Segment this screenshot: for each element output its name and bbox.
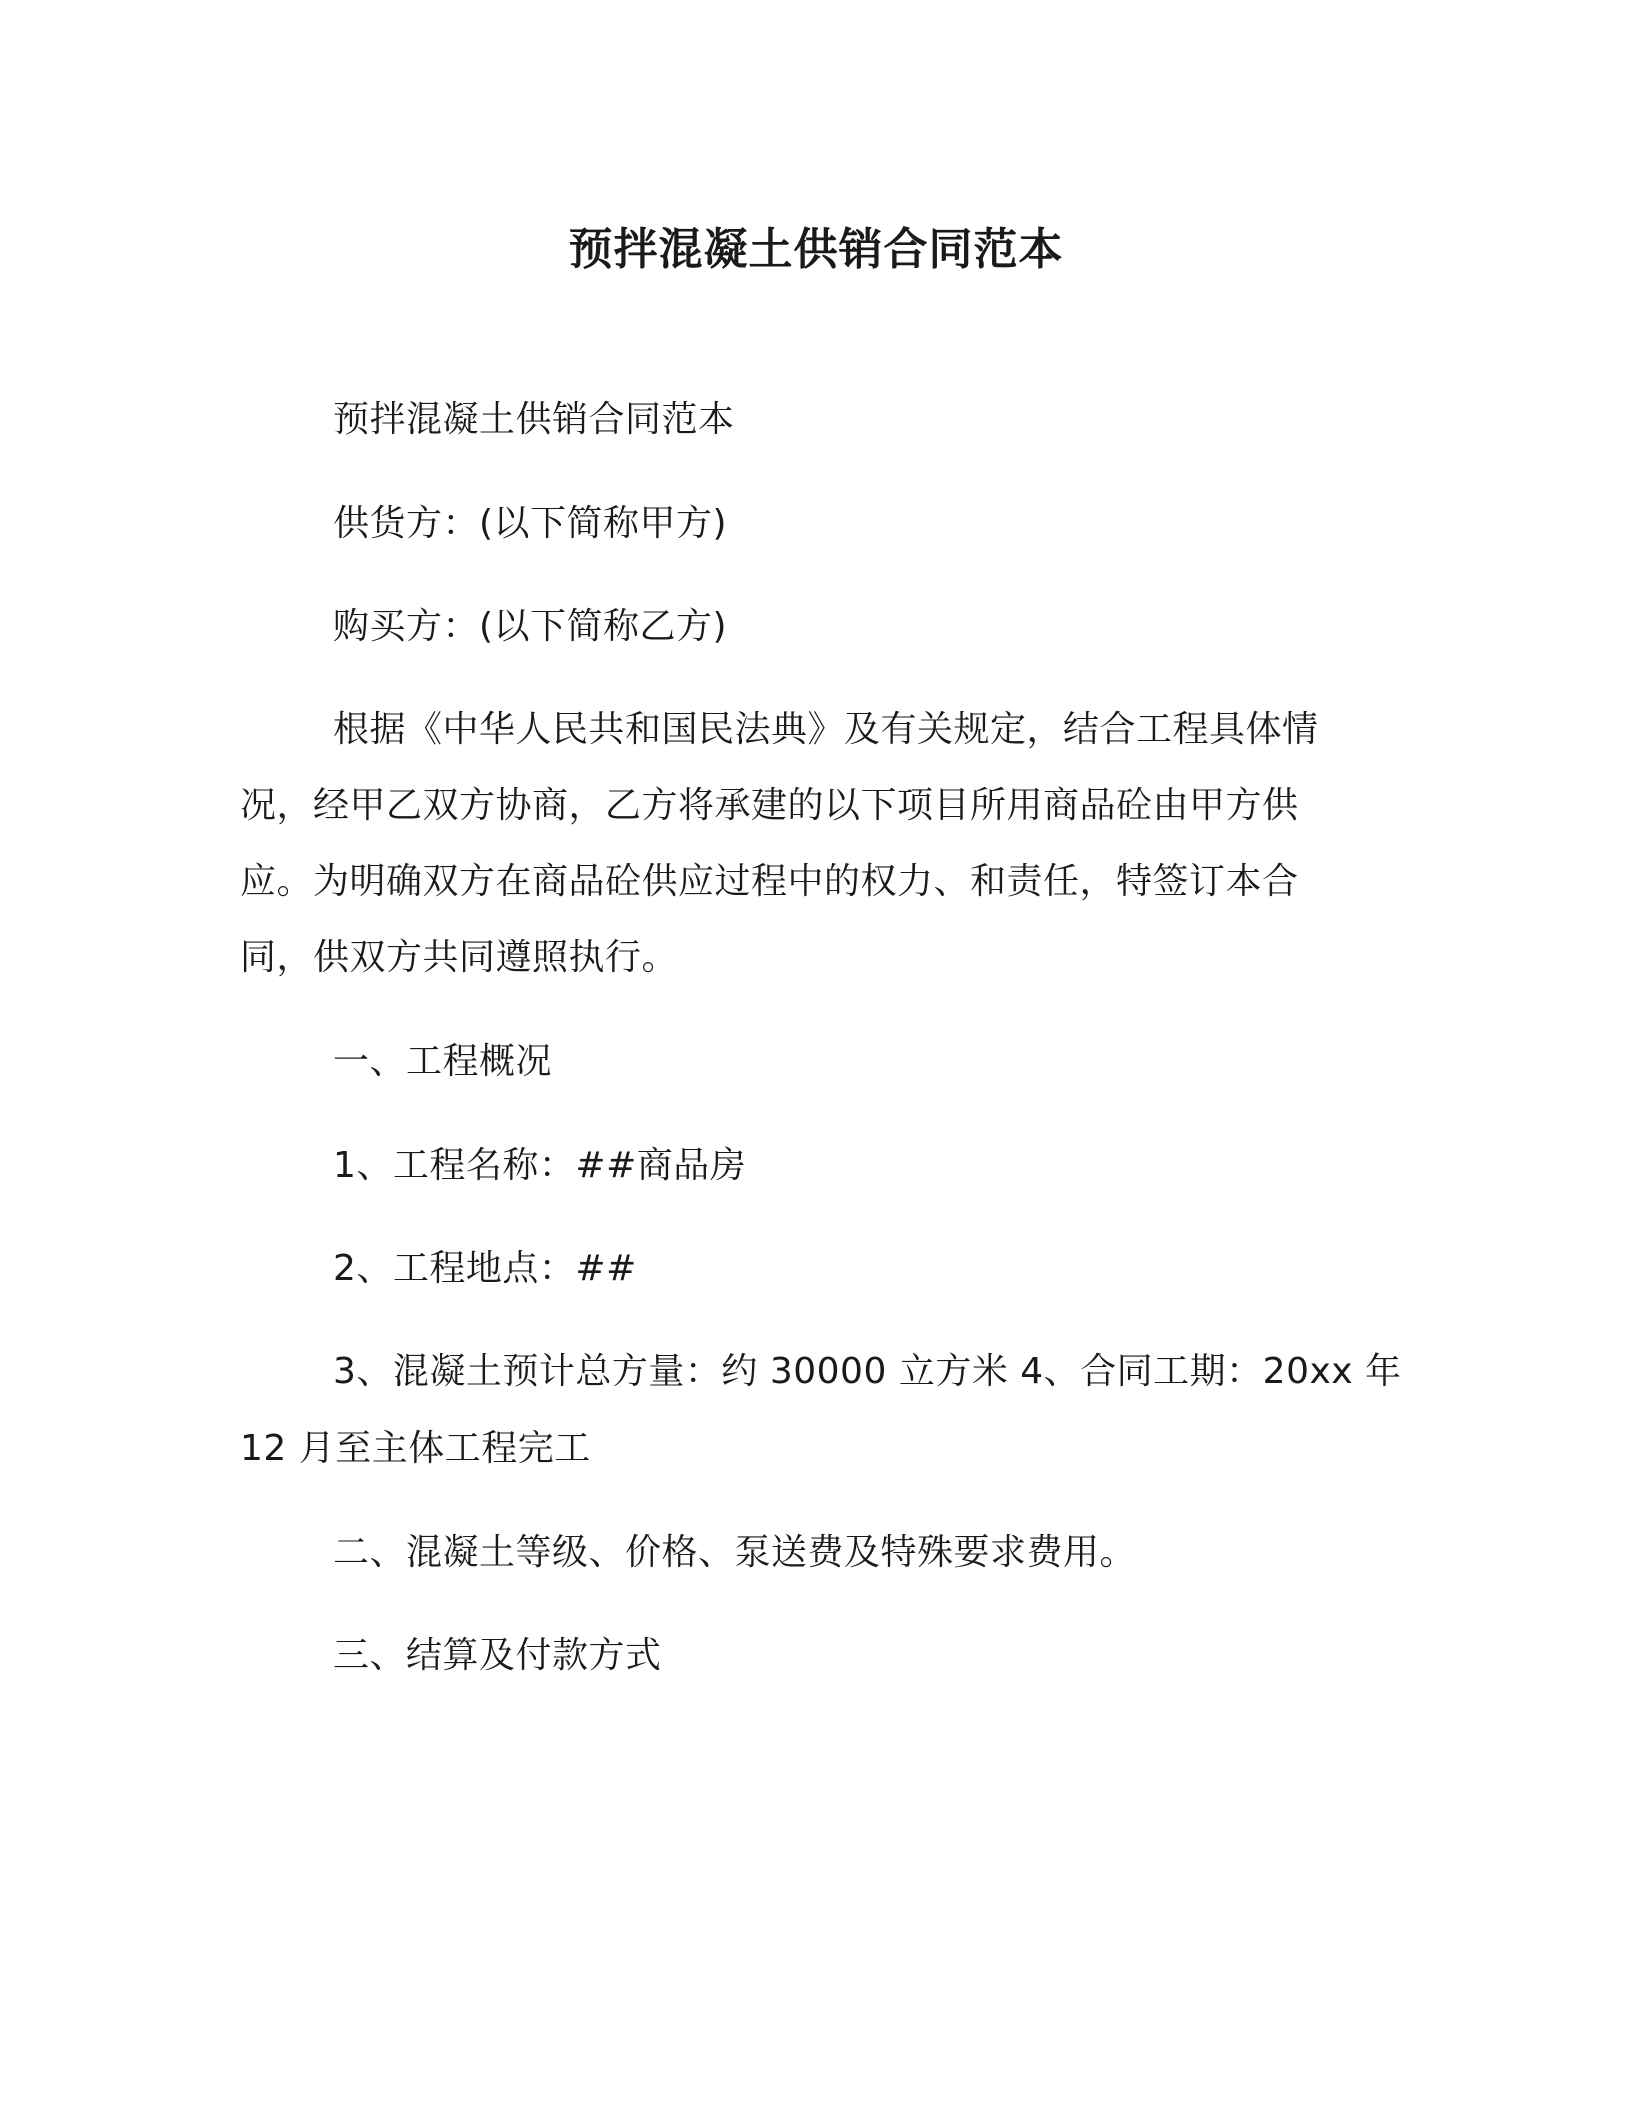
buyer-line: 购买方：(以下简称乙方) <box>333 606 728 647</box>
paragraph-line: 同，供双方共同遵照执行。 <box>240 937 679 978</box>
subtitle-line: 预拌混凝土供销合同范本 <box>333 399 735 440</box>
supplier-line: 供货方：(以下简称甲方) <box>333 503 728 544</box>
project-name-line: 1、工程名称：##商品房 <box>333 1145 747 1186</box>
document-title: 预拌混凝土供销合同范本 <box>568 224 1064 275</box>
paragraph-line: 况，经甲乙双方协商，乙方将承建的以下项目所用商品砼由甲方供 <box>240 785 1299 826</box>
project-location-line: 2、工程地点：## <box>333 1248 637 1289</box>
paragraph-line: 应。为明确双方在商品砼供应过程中的权力、和责任，特签订本合 <box>240 861 1299 902</box>
section-heading: 三、结算及付款方式 <box>333 1635 662 1676</box>
volume-line-continued: 12 月至主体工程完工 <box>240 1428 591 1469</box>
paragraph-line: 根据《中华人民共和国民法典》及有关规定，结合工程具体情 <box>333 709 1319 750</box>
section-heading: 一、工程概况 <box>333 1041 553 1082</box>
section-heading: 二、混凝土等级、价格、泵送费及特殊要求费用。 <box>333 1532 1137 1573</box>
volume-line: 3、混凝土预计总方量：约 30000 立方米 4、合同工期：20xx 年 <box>333 1351 1402 1392</box>
